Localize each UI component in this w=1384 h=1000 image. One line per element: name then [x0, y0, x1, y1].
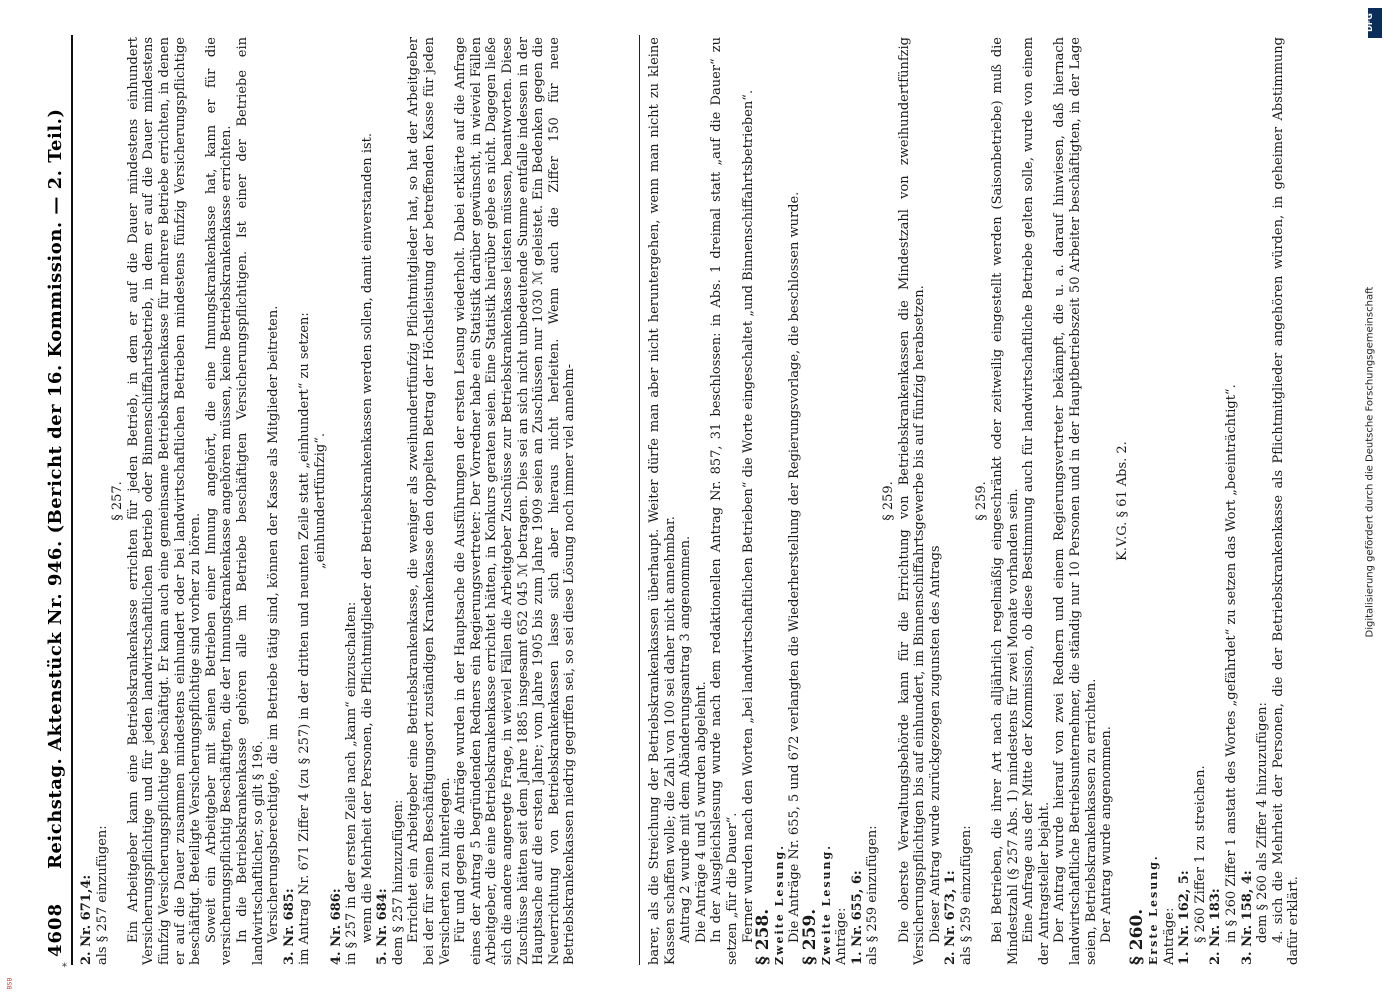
centered-line: § 259.	[974, 481, 990, 521]
paragraph: Für und gegen die Anträge wurden in der Hauptsache die Ausführungen der ersten Lesung wiederholt. Dabei erklärte auf die Anfrage eines der Antrag 5 begründenden Redners ein Regierungsvertreter: Der Vorredner habe ein Statistik darüber gewünscht, in wieviel Fällen Arbeitgeber, die eine Betriebskrankenkasse errichtet hätten, in Konkurs geraten seien. Eine Statistik hierüber gebe es nicht. Dagegen ließe sich die andere angeregte Frage, in wieviel Fällen die Arbeitgeber Zuschüsse zur Betriebskrankenkasse leisten müssen, beantworten. Diese Zuschüsse hätten seit dem Jahre 1885 insgesamt 652 045 ℳ betragen. Dies sei an sich nicht unbedeutende Summe entfalle indessen in der Hauptsache auf die ersten Jahre; vom Jahre 1905 bis zum Jahre 1909 seien an Zuschüssen nur 1030 ℳ geleistet. Ein Bedenken gegen die Neuerrichtung von Betriebskrankenkassen lasse sich aber hieraus nicht herleiten. Wenn auch die Ziffer 150 für neue Betriebskrankenkassen niedrig gegriffen sei, so sei diese Lösung noch immer viel annehm-	[453, 37, 578, 965]
paragraph: barer, als die Streichung der Betriebskrankenkassen überhaupt. Weiter dürfe man aber nicht heruntergehen, wenn man nicht zu kleine Kassen schaffen wolle; die Zahl von 100 sei daher nicht annehmbar.	[647, 37, 678, 965]
paragraph: Errichtet ein Arbeitgeber eine Betriebskrankenkasse, die weniger als zweihundertfünfzig Pflichtmitglieder hat, so hat der Arbeitgeber bei der für seinen Beschäftigungsort zuständigen Krankenkasse den doppelten Betrag der Höchstleistung der betreffenden Kasse für jeden Versicherten zu hinterlegen.	[406, 37, 453, 965]
centered-line: „einhundertfünfzig“.	[312, 433, 328, 570]
motion-number: 2. Nr. 673, 1:	[943, 870, 959, 965]
digitization-credit-text: Digitalisierung gefördert durch die Deutsche Forschungsgemeinschaft	[1364, 286, 1376, 638]
paragraph: wenn die Mehrheit der Personen, die Pflichtmitglieder der Betriebskrankenkassen werden sollen, damit einverstanden ist.	[359, 133, 375, 943]
paragraph: im Antrag Nr. 671 Ziffer 4 (zu § 257) in der dritten und neunten Zeile statt „einhundert“ zu setzen:	[297, 312, 313, 965]
paragraph: in § 260 Ziffer 1 anstatt des Wortes „gefährdet“ zu setzen das Wort „beeinträchtigt“.	[1223, 384, 1239, 943]
dfg-logo-text: DFG	[1364, 13, 1374, 32]
margin-mark: *	[62, 962, 67, 973]
paragraph: Ein Arbeitgeber kann eine Betriebskrankenkasse errichten für jeden Betrieb, in dem er auf die Dauer mindestens einhundert Versicherungspflichtige und für jeden landwirtschaftlichen Betrieb oder Binnenschiffahrtsbetrieb, in dem er auf die Dauer mindestens fünfzig Versicherungspflichtige beschäftigt. Er kann auch eine gemeinsame Betriebskrankenkasse für mehrere Betriebe errichten, in denen er auf die Dauer zusammen mindestens einhundert oder bei landwirtschaftlichen Betrieben mindestens fünfzig Versicherungspflichtige beschäftigt. Beteiligte Versicherungspflichtige sind vorher zu hören.	[125, 37, 204, 965]
reading-label: Zweite Lesung.	[772, 843, 786, 965]
motion-number: 3. Nr. 685:	[281, 888, 297, 965]
paragraph: Ferner wurden nach den Worten „bei landwirtschaftlichen Betrieben“ die Worte eingeschaltet „und Binnenschiffahrtsbetrieben“.	[740, 89, 756, 943]
column-left	[79, 37, 639, 965]
paragraph: Dieser Antrag wurde zurückgezogen zugunsten des Antrags	[927, 545, 943, 943]
dfg-logo	[1364, 8, 1382, 38]
column-separator	[639, 35, 640, 965]
page-number: 4608	[45, 902, 66, 957]
digitization-credit	[1362, 100, 1376, 640]
header-rule	[71, 35, 73, 965]
paragraph: Antrag 2 wurde mit dem Abänderungsantrag 3 angenommen.	[678, 535, 694, 943]
paragraph: Anträge:	[1161, 907, 1177, 965]
paragraph: Anträge:	[834, 907, 850, 965]
centered-line: § 259.	[880, 481, 896, 521]
column-right	[647, 37, 1302, 965]
paragraph: § 260 Ziffer 1 zu streichen.	[1192, 765, 1208, 943]
centered-line: K.V.G. § 61 Abs. 2.	[1114, 441, 1130, 561]
paragraph: als § 259 einzufügen:	[958, 825, 974, 965]
section-heading: § 258.	[753, 908, 774, 965]
paragraph: In der Ausgleichslesung wurde nach dem redaktionellen Antrag Nr. 857, 31 beschlossen: in Abs. 1 dreimal statt „auf die Dauer“ zu setzen „für die Dauer“.	[709, 37, 740, 965]
motion-number: 1. Nr. 655, 6:	[849, 870, 865, 965]
paragraph: Die oberste Verwaltungsbehörde kann für die Errichtung von Betriebskrankenkassen die Mindestzahl von zweihundertfünfzig Versicherungspflichtigen bis auf einhundert, im Binnenschiffahrtsgewerbe bis auf fünfzig herabsetzen.	[896, 37, 928, 965]
section-heading: § 260.	[1127, 908, 1148, 965]
paragraph: Die Anträge Nr. 655, 5 und 672 verlangten die Wiederherstellung der Regierungsvorlage, die beschlossen wurde.	[787, 191, 803, 943]
paragraph: Soweit ein Arbeitgeber mit seinen Betrieben einer Innung angehört, die eine Innungskrankenkasse hat, kann er für die versicherungspflichtig Beschäftigten, die der Innungskrankenkasse angehören müssen, keine Betriebskrankenkasse errichten.	[203, 37, 235, 965]
motion-number: 2. Nr. 671,4:	[79, 874, 94, 965]
motion-number: 4. Nr. 686:	[328, 888, 344, 965]
motion-number: 3. Nr. 158, 4:	[1239, 870, 1255, 965]
bsb-mark: BSB	[6, 977, 14, 990]
paragraph: dem § 257 hinzuzufügen:	[390, 799, 406, 965]
paragraph: als § 257 einzufügen:	[94, 825, 110, 965]
motion-number: 2. Nr. 183:	[1208, 888, 1224, 965]
paragraph: Eine Anfrage aus der Mitte der Kommission, ob diese Bestimmung auch für landwirtschaftliche Betriebe gelten solle, wurde von einem der Antragsteller bejaht.	[1021, 37, 1052, 965]
paragraph: als § 259 einzufügen:	[865, 825, 881, 965]
paragraph: 4. sich die Mehrheit der Personen, die der Betriebskrankenkasse als Pflichtmitglieder angehören würden, in geheimer Abstimmung dafür erklärt.	[1270, 37, 1302, 965]
page-title: Reichstag. Aktenstück Nr. 946. (Bericht der 16. Kommission. — 2. Teil.)	[45, 108, 66, 869]
motion-number: 1. Nr. 162, 5:	[1177, 870, 1193, 965]
paragraph: Versicherungsberechtigte, die im Betriebe tätig sind, können der Kasse als Mitglieder beitreten.	[266, 305, 282, 943]
motion-number: 5. Nr. 684:	[375, 888, 391, 965]
centered-line: § 257.	[110, 481, 126, 521]
reading-label: Erste Lesung.	[1147, 854, 1160, 965]
paragraph: Bei Betrieben, die ihrer Art nach alljährlich regelmäßig eingeschränkt oder zeitweilig eingestellt werden (Saisonbetriebe) muß die Mindestzahl (§ 257 Abs. 1) mindestens für zwei Monate vorhanden sein.	[990, 37, 1021, 965]
rotated-page-content	[27, 35, 1357, 965]
paragraph: Der Antrag wurde angenommen.	[1099, 726, 1115, 943]
reading-label: Zweite Lesung.	[819, 843, 833, 965]
paragraph: In die Betriebskrankenkasse gehören alle im Betriebe beschäftigten Versicherungspflichtigen. Ist einer der Betriebe ein landwirtschaftlicher, so gilt § 196.	[234, 37, 266, 965]
section-heading: § 259.	[799, 908, 820, 965]
paragraph: Der Antrag wurde hierauf von zwei Rednern und einem Regierungsvertreter bekämpft, die u. a. darauf hinwiesen, daß hiernach landwirtschaftliche Betriebsunternehmer, die ständig nur 10 Personen und in der Hauptbetriebszeit 50 Arbeiter beschäftigten, in der Lage seien, Betriebskrankenkassen zu errichten.	[1052, 37, 1099, 965]
paragraph: dem § 260 als Ziffer 4 hinzuzufügen:	[1255, 702, 1271, 943]
paragraph: in § 257 in der ersten Zeile nach „kann“ einzuschalten:	[344, 601, 360, 965]
paragraph: Die Anträge 4 und 5 wurden abgelehnt.	[693, 681, 709, 943]
